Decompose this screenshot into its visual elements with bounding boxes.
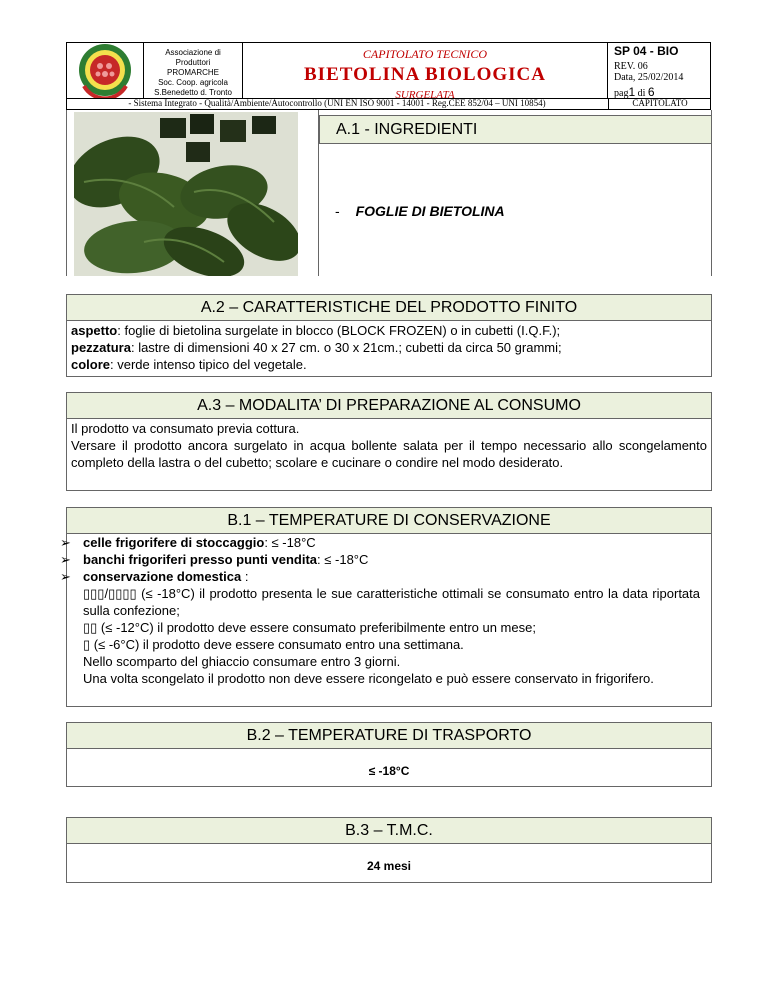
b3-value: 24 mesi bbox=[366, 859, 412, 873]
a2-label: pezzatura bbox=[71, 340, 131, 355]
b1-heading bbox=[66, 507, 712, 534]
doc-revision: REV. 06 bbox=[614, 61, 648, 72]
b2-heading bbox=[66, 722, 712, 749]
association-line: PROMARCHE bbox=[166, 68, 219, 77]
page-prefix: pag bbox=[614, 88, 629, 99]
a3-body bbox=[66, 418, 712, 491]
a3-title: A.3 – MODALITA’ DI PREPARAZIONE AL CONSUMO bbox=[197, 397, 581, 414]
doc-type: CAPITOLATO TECNICO bbox=[362, 47, 488, 61]
b1-bullet-label: conservazione domestica bbox=[83, 569, 242, 584]
a1-heading bbox=[319, 115, 712, 144]
capitolato-label: CAPITOLATO bbox=[608, 98, 711, 110]
a3-heading bbox=[66, 392, 712, 419]
title-cell bbox=[243, 42, 608, 101]
b1-bullets bbox=[60, 534, 710, 687]
a1-left-border bbox=[66, 110, 67, 276]
product-photo bbox=[74, 112, 298, 276]
a2-text: : lastre di dimensioni 40 x 27 cm. o 30 x 21cm.; cubetti da circa 50 grammi; bbox=[130, 340, 562, 355]
system-line: - Sistema Integrato - Qualità/Ambiente/Autocontrollo (UNI EN ISO 9001 - 14001 - Reg.CEE 852/04 – UNI 10854) bbox=[128, 98, 546, 108]
a2-body bbox=[66, 320, 712, 377]
b1-bullet bbox=[60, 534, 710, 551]
b1-bullet-label: banchi frigoriferi presso punti vendita bbox=[83, 552, 318, 567]
a2-line-pezzatura bbox=[71, 339, 707, 356]
association-info bbox=[144, 42, 243, 98]
association-line: S.Benedetto d. Tronto bbox=[154, 88, 232, 97]
arrow-bullet-icon: ➢ bbox=[60, 569, 71, 584]
page-number: 1 bbox=[628, 85, 636, 99]
page-indicator bbox=[614, 85, 711, 99]
association-line: Soc. Coop. agricola bbox=[158, 78, 228, 87]
b1-sub-ice: Nello scomparto del ghiaccio consumare entro 3 giorni. bbox=[83, 654, 401, 669]
a2-line-colore bbox=[71, 356, 707, 373]
b1-bullet bbox=[60, 551, 710, 568]
a1-ingredient: FOGLIE DI BIETOLINA bbox=[355, 203, 505, 219]
b2-title: B.2 – TEMPERATURE DI TRASPORTO bbox=[246, 727, 532, 744]
a1-dash: - bbox=[335, 203, 340, 219]
product-title: BIETOLINA BIOLOGICA bbox=[304, 64, 546, 85]
b1-sub-1star: ▯ (≤ -6°C) il prodotto deve essere consumato entro una settimana. bbox=[83, 637, 464, 652]
b1-bullet-text: : bbox=[241, 569, 249, 584]
a3-line1: Il prodotto va consumato previa cottura. bbox=[71, 421, 300, 436]
page-total: 6 bbox=[647, 85, 655, 99]
page-of: di bbox=[637, 88, 646, 99]
logo-cell bbox=[66, 42, 144, 98]
b1-bullet-text: : ≤ -18°C bbox=[317, 552, 369, 567]
association-line: Associazione di bbox=[165, 48, 221, 57]
b3-heading bbox=[66, 817, 712, 844]
arrow-bullet-icon: ➢ bbox=[60, 552, 71, 567]
arrow-bullet-icon: ➢ bbox=[60, 535, 71, 550]
b1-bullet bbox=[60, 568, 710, 585]
b1-title: B.1 – TEMPERATURE DI CONSERVAZIONE bbox=[227, 512, 551, 529]
spinach-photo-image bbox=[74, 112, 298, 276]
b2-body bbox=[66, 748, 712, 787]
a1-title: A.1 - INGREDIENTI bbox=[336, 121, 478, 138]
b1-sub-3stars: ▯▯▯/▯▯▯▯ (≤ -18°C) il prodotto presenta le sue caratteristiche ottimali se consumato entro la data riportata sulla confezione; bbox=[83, 586, 700, 618]
a3-paragraph: Versare il prodotto ancora surgelato in acqua bollente salata per il tempo necessario allo scongelamento completo della lastra o del cubetto; scolare e cucinare o condire nel modo desiderato. bbox=[71, 438, 707, 470]
a2-text: : verde intenso tipico del vegetale. bbox=[110, 357, 307, 372]
b2-value: ≤ -18°C bbox=[368, 764, 410, 778]
b3-body bbox=[66, 843, 712, 883]
product-variant: SURGELATA bbox=[395, 89, 455, 101]
association-line: Produttori bbox=[175, 58, 211, 67]
doc-code: SP 04 - BIO bbox=[614, 44, 679, 58]
a2-text: : foglie di bietolina surgelate in blocco (BLOCK FROZEN) o in cubetti (I.Q.F.); bbox=[117, 323, 561, 338]
b1-sub-block bbox=[83, 585, 700, 687]
doc-date: Data, 25/02/2014 bbox=[614, 72, 684, 83]
a2-heading bbox=[66, 294, 712, 321]
b1-bullet-text: : ≤ -18°C bbox=[264, 535, 316, 550]
a2-title: A.2 – CARATTERISTICHE DEL PRODOTTO FINITO bbox=[200, 299, 578, 316]
b3-title: B.3 – T.M.C. bbox=[345, 822, 433, 839]
a2-label: colore bbox=[71, 357, 111, 372]
a1-item bbox=[335, 203, 505, 219]
b1-sub-2stars: ▯▯ (≤ -12°C) il prodotto deve essere consumato preferibilmente entro un mese; bbox=[83, 620, 536, 635]
a2-line-aspetto bbox=[71, 322, 707, 339]
a2-label: aspetto bbox=[71, 323, 118, 338]
b1-bullet-label: celle frigorifere di stoccaggio bbox=[83, 535, 265, 550]
document-code-cell bbox=[608, 42, 711, 98]
promarche-logo bbox=[66, 42, 144, 98]
b1-sub-refreeze: Una volta scongelato il prodotto non deve essere ricongelato e può essere conservato in frigorifero. bbox=[83, 671, 654, 686]
